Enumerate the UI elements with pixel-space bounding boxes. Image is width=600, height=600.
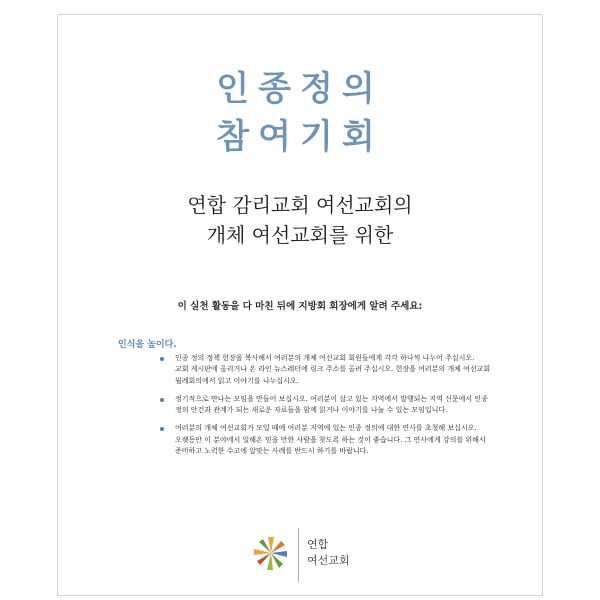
document-page	[57, 14, 543, 596]
instruction-text: 이 실천 활동을 다 마친 뒤에 지방회 회장에게 알려 주세요:	[177, 301, 423, 312]
organization-name	[307, 537, 350, 569]
bullet-line: 인종 정의 정책 헌장을 복사해서 여러분의 개체 여선교회 회원들에게 각각 하나씩 나누어 주십시오.	[175, 354, 475, 362]
organization-name-line-1: 연합	[307, 538, 329, 551]
bullet-item	[175, 394, 545, 417]
bullet-line: 정기적으로 만나는 모임을 만들어 보십시오. 여러분이 살고 있는 지역에서 발행되는 지역 신문에서 인종	[175, 394, 488, 403]
bullet-dot-icon	[160, 357, 164, 361]
organization-logo	[251, 525, 371, 585]
bullet-item	[175, 353, 545, 387]
bullet-dot-icon	[160, 427, 164, 431]
bullet-line: 월례회의에서 읽고 이야기를 나누십시오.	[175, 376, 299, 385]
bullet-list	[175, 353, 545, 464]
subtitle-line-2: 개체 여선교회를 위한	[206, 223, 394, 247]
logo-divider	[298, 528, 299, 582]
bullet-item	[175, 423, 545, 457]
title-line-1: 인종정의	[216, 69, 384, 109]
subtitle-line-1: 연합 감리교회 여선교회의	[187, 193, 413, 217]
bullet-line: 준비하고 노력한 수고에 알맞는 사례를 반드시 하기를 바랍니다.	[175, 447, 369, 456]
bullet-line: 오랫동안 이 분야에서 일해온 믿을 만한 사람을 찾도록 하는 것이 좋습니다. 그 연사에게 강의를 위해서	[175, 435, 486, 444]
organization-name-line-2: 여선교회	[307, 554, 350, 567]
title-line-2: 참여기회	[216, 117, 384, 157]
section-heading: 인식을 높이다.	[118, 340, 177, 350]
bullet-dot-icon	[160, 398, 164, 402]
bullet-line: 여러분의 개체 여선교회가 모일 때에 여러분 지역에 있는 인종 정의에 대한 연사를 초청해 보십시오.	[175, 424, 477, 433]
bullet-line: 교회 게시판에 올리거나 온 라인 뉴스레터에 링크 주소를 올려 주십시오. 헌장을 여러분의 개체 여선교회	[175, 365, 491, 374]
bullet-line: 정의 안건과 관계가 되는 새로운 자료들을 함께 읽거나 이야기를 나눌 수 있는 모임입니다.	[175, 406, 448, 415]
multicolor-pinwheel-icon	[251, 531, 291, 575]
